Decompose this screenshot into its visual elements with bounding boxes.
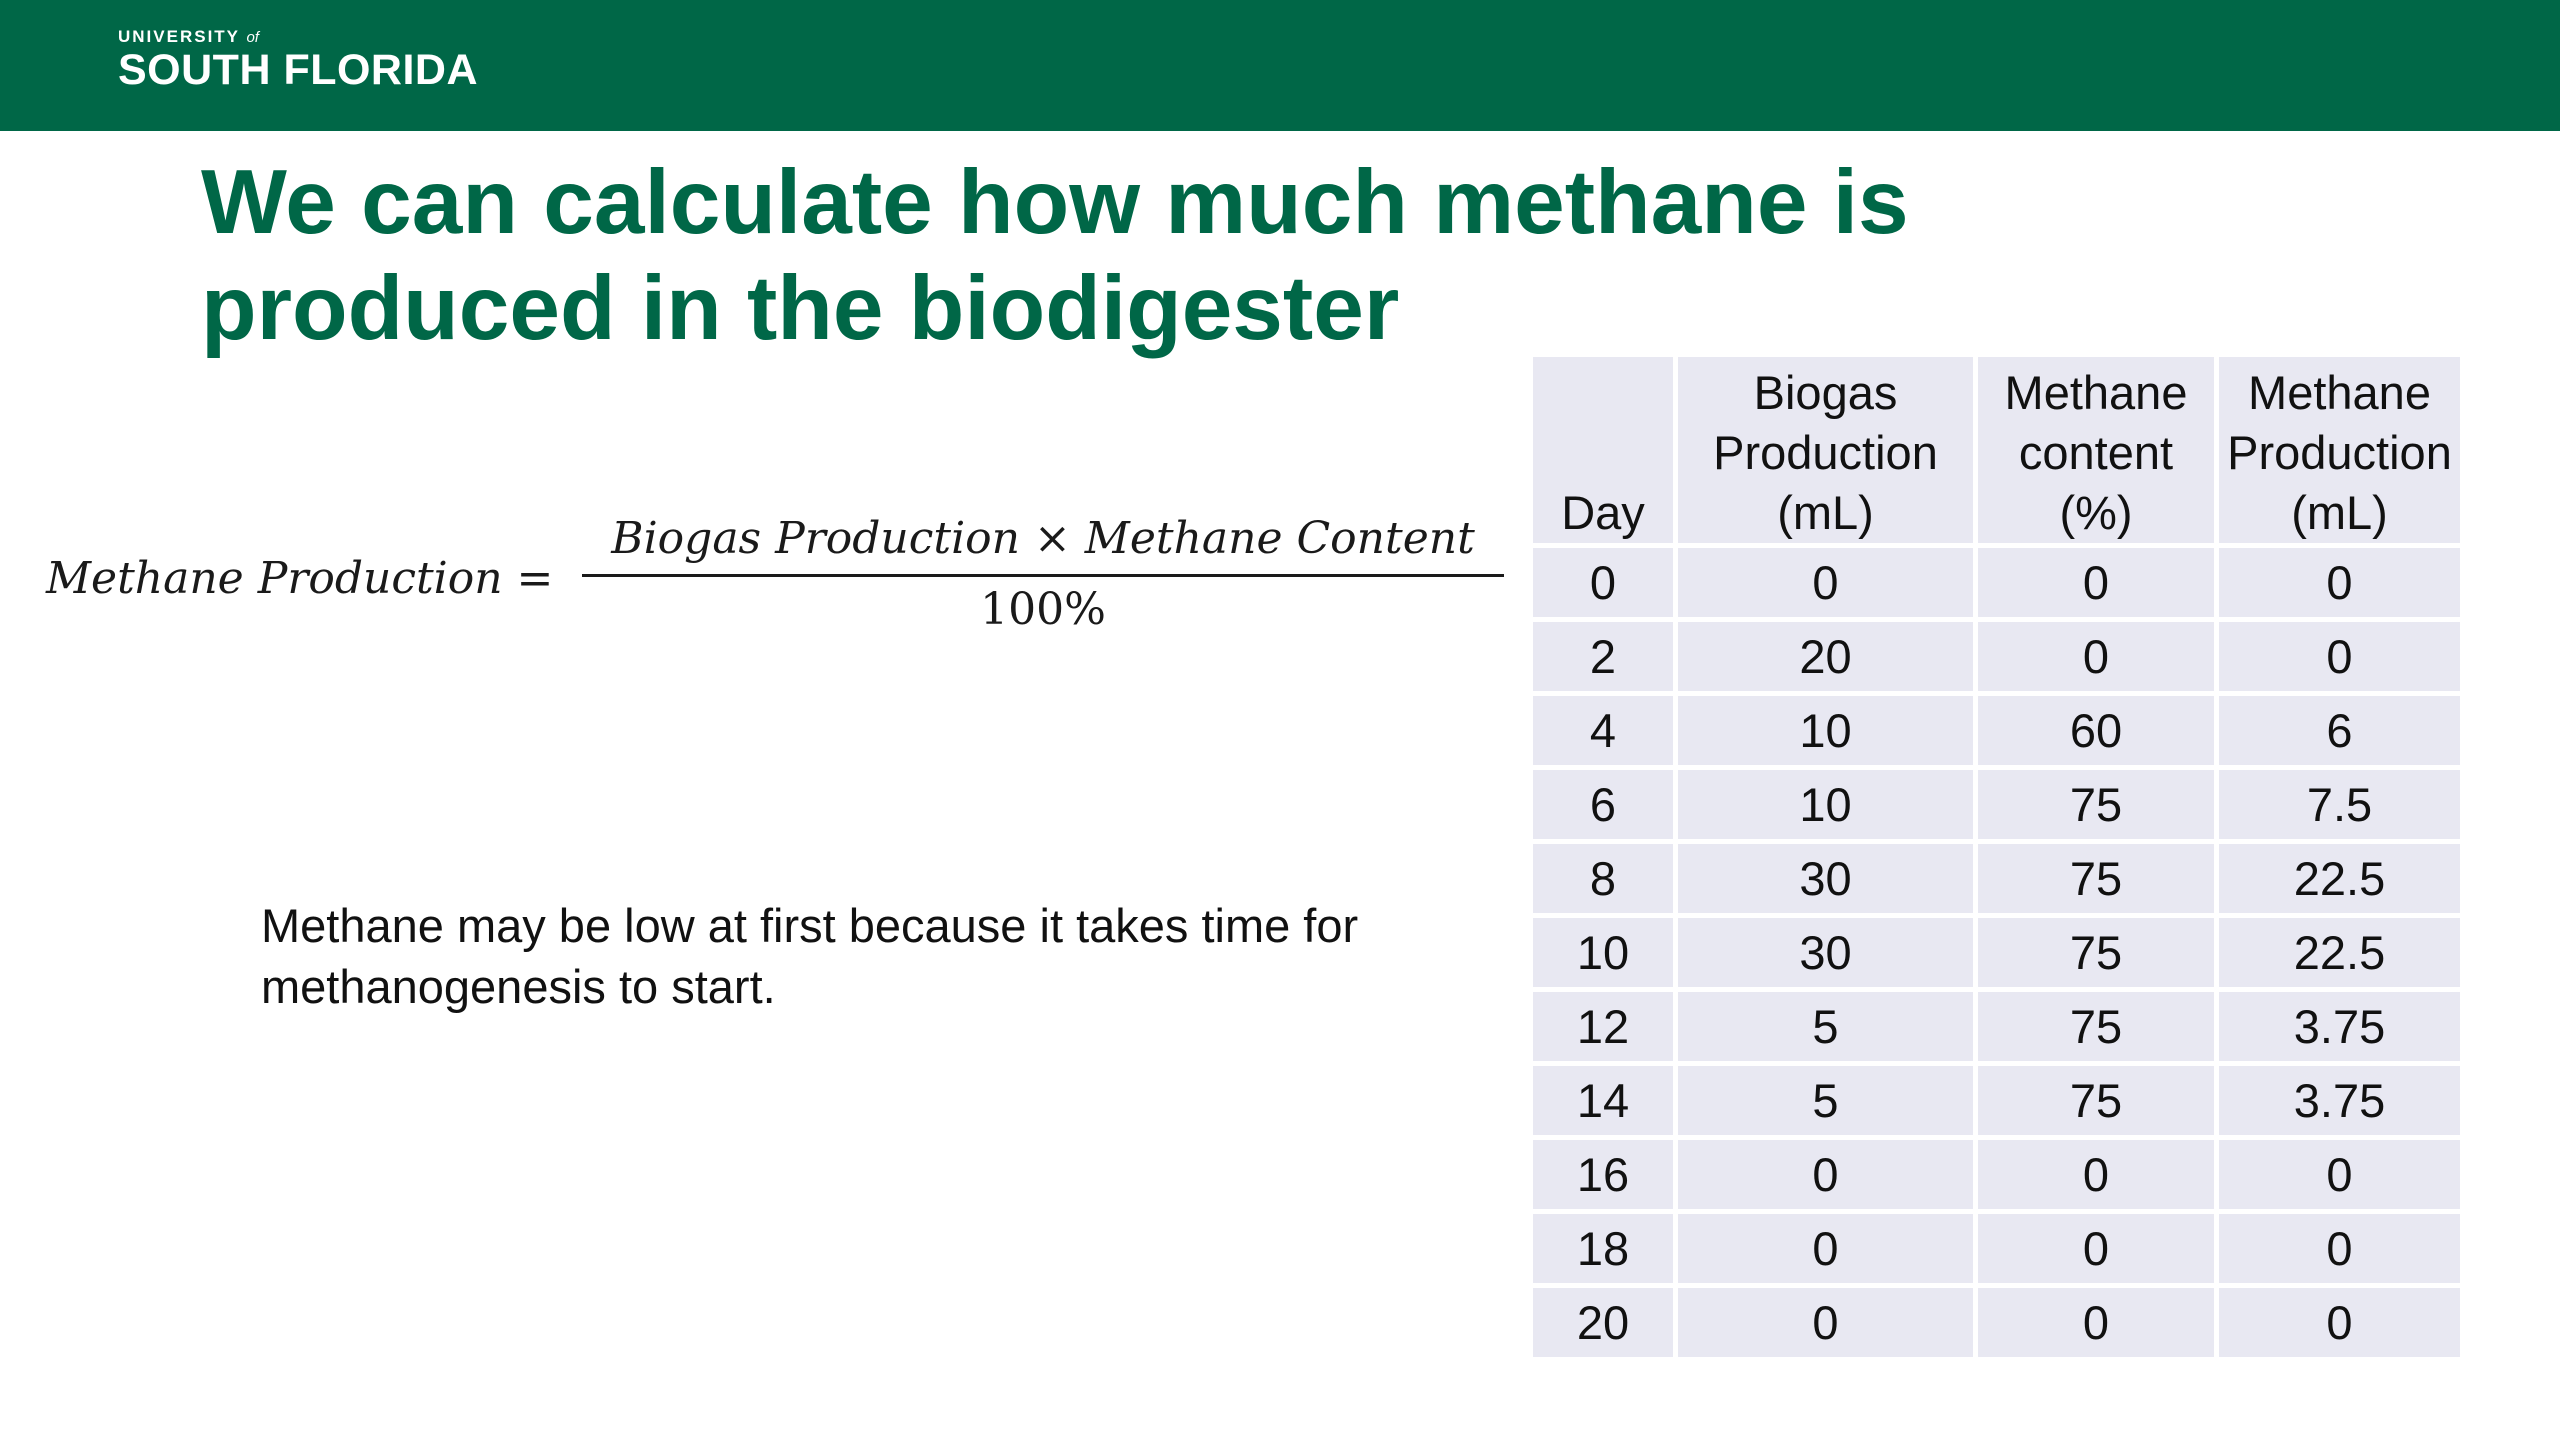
methanogenesis-note: Methane may be low at first because it takes time for methanogenesis to start. (261, 899, 1359, 1013)
cell-day: 0 (1533, 548, 1673, 617)
equation-fraction (582, 510, 1504, 639)
cell-day: 10 (1533, 918, 1673, 987)
logo-wordmark: SOUTH FLORIDA (118, 46, 479, 94)
fraction-bar (582, 574, 1504, 577)
cell-methane-production: 0 (2219, 622, 2460, 691)
cell-methane-content: 0 (1978, 548, 2214, 617)
equation-denominator: 100% (980, 584, 1106, 635)
cell-biogas-production: 5 (1678, 992, 1973, 1061)
cell-methane-content: 0 (1978, 622, 2214, 691)
cell-methane-production: 3.75 (2219, 992, 2460, 1061)
table-row (1533, 548, 2460, 617)
table-row (1533, 770, 2460, 839)
cell-biogas-production: 30 (1678, 918, 1973, 987)
cell-day: 16 (1533, 1140, 1673, 1209)
cell-methane-production: 3.75 (2219, 1066, 2460, 1135)
header-day (1533, 357, 1673, 543)
cell-methane-production: 0 (2219, 1140, 2460, 1209)
table-row (1533, 844, 2460, 913)
cell-day: 20 (1533, 1288, 1673, 1357)
table-row (1533, 992, 2460, 1061)
header-line: (mL) (2291, 486, 2388, 539)
cell-methane-production: 0 (2219, 1288, 2460, 1357)
cell-day: 4 (1533, 696, 1673, 765)
cell-methane-production: 22.5 (2219, 918, 2460, 987)
cell-methane-production: 6 (2219, 696, 2460, 765)
cell-methane-content: 75 (1978, 1066, 2214, 1135)
cell-day: 8 (1533, 844, 1673, 913)
cell-methane-content: 0 (1978, 1214, 2214, 1283)
header-methane-content (1978, 357, 2214, 543)
header-bar (0, 0, 2560, 131)
cell-day: 12 (1533, 992, 1673, 1061)
cell-biogas-production: 10 (1678, 770, 1973, 839)
table-body (1533, 548, 2460, 1357)
table-row (1533, 622, 2460, 691)
header-line: Production (2227, 426, 2452, 479)
cell-biogas-production: 0 (1678, 1140, 1973, 1209)
cell-methane-content: 75 (1978, 844, 2214, 913)
slide-title: We can calculate how much methane is produced in the biodigester (201, 152, 1909, 359)
cell-methane-content: 0 (1978, 1288, 2214, 1357)
header-methane-production (2219, 357, 2460, 543)
cell-biogas-production: 10 (1678, 696, 1973, 765)
usf-logo (118, 28, 478, 92)
header-line: content (2018, 426, 2174, 479)
header-biogas-production (1678, 357, 1973, 543)
cell-methane-production: 22.5 (2219, 844, 2460, 913)
cell-day: 14 (1533, 1066, 1673, 1135)
header-line: Day (1561, 486, 1645, 539)
cell-methane-content: 75 (1978, 770, 2214, 839)
header-line: Methane (2004, 366, 2188, 419)
header-line: Biogas (1753, 366, 1898, 419)
cell-biogas-production: 0 (1678, 1288, 1973, 1357)
header-line: Production (1713, 426, 1938, 479)
cell-day: 6 (1533, 770, 1673, 839)
table-row (1533, 1288, 2460, 1357)
cell-biogas-production: 20 (1678, 622, 1973, 691)
cell-biogas-production: 0 (1678, 548, 1973, 617)
cell-methane-content: 75 (1978, 992, 2214, 1061)
cell-methane-content: 75 (1978, 918, 2214, 987)
cell-day: 18 (1533, 1214, 1673, 1283)
equation-lhs: Methane Production = (46, 553, 554, 604)
cell-methane-production: 0 (2219, 1214, 2460, 1283)
cell-biogas-production: 0 (1678, 1214, 1973, 1283)
logo-university-text: UNIVERSITY of (118, 27, 259, 46)
cell-methane-content: 0 (1978, 1140, 2214, 1209)
header-line: Methane (2248, 366, 2431, 419)
methane-data-table (1528, 352, 2465, 1362)
header-line: (mL) (1777, 486, 1874, 539)
cell-methane-content: 60 (1978, 696, 2214, 765)
cell-biogas-production: 5 (1678, 1066, 1973, 1135)
table-row (1533, 1140, 2460, 1209)
table-row (1533, 696, 2460, 765)
cell-methane-production: 7.5 (2219, 770, 2460, 839)
cell-biogas-production: 30 (1678, 844, 1973, 913)
cell-day: 2 (1533, 622, 1673, 691)
cell-methane-production: 0 (2219, 548, 2460, 617)
header-line: (%) (2059, 486, 2133, 539)
table-header-row (1533, 357, 2460, 543)
table-row (1533, 1214, 2460, 1283)
equation-numerator: Biogas Production × Methane Content (611, 513, 1475, 564)
table-row (1533, 918, 2460, 987)
table-row (1533, 1066, 2460, 1135)
